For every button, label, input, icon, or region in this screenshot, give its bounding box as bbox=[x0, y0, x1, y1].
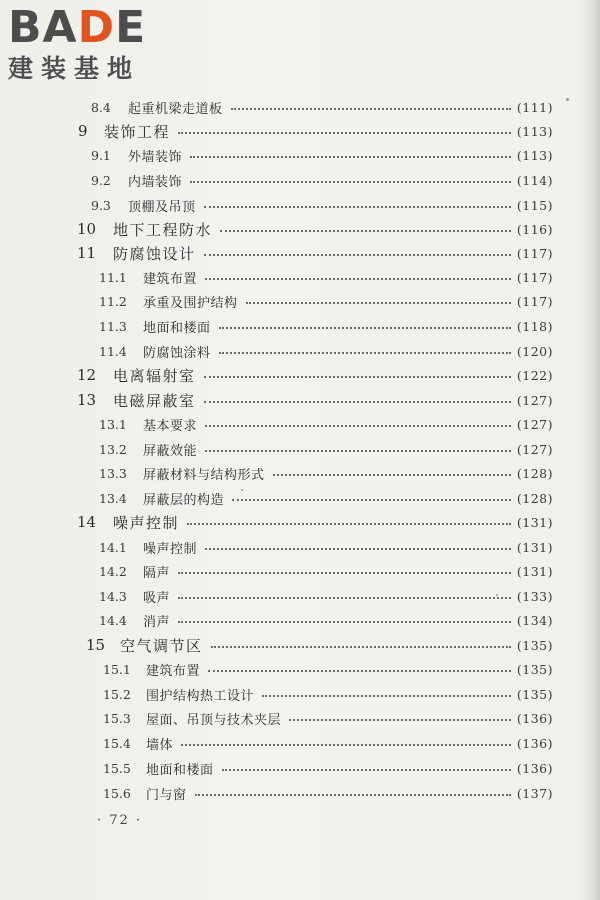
toc-page-number: (131) bbox=[516, 539, 553, 555]
toc-entry bbox=[103, 732, 553, 754]
toc-page-number: (136) bbox=[516, 735, 553, 751]
scan-speck bbox=[566, 98, 569, 101]
toc-title: 消声 bbox=[143, 614, 171, 630]
toc-number: 9.1 bbox=[91, 147, 111, 163]
leader-dots bbox=[204, 366, 511, 378]
toc-page-number: (117) bbox=[516, 269, 553, 285]
leader-dots bbox=[178, 562, 511, 574]
toc-title: 起重机梁走道板 bbox=[128, 101, 223, 117]
toc-entry bbox=[103, 782, 553, 804]
toc-entry bbox=[78, 120, 553, 142]
leader-dots bbox=[178, 611, 511, 623]
toc-number: 15.2 bbox=[103, 686, 131, 702]
toc-title: 防腐蚀设计 bbox=[113, 244, 196, 263]
leader-dots bbox=[205, 268, 511, 280]
toc-number: 12 bbox=[77, 366, 97, 384]
toc-title: 建筑布置 bbox=[146, 663, 201, 679]
toc-title: 吸声 bbox=[143, 590, 171, 606]
toc-entry bbox=[99, 609, 553, 631]
toc-page-number: (122) bbox=[516, 367, 553, 383]
toc-title: 围护结构热工设计 bbox=[146, 688, 255, 704]
toc-title: 地面和楼面 bbox=[146, 762, 214, 778]
toc-title: 电磁屏蔽室 bbox=[113, 391, 196, 410]
toc-title: 屏蔽效能 bbox=[143, 443, 198, 459]
toc-page-number: (118) bbox=[516, 318, 553, 334]
toc-entry bbox=[99, 413, 553, 435]
leader-dots bbox=[178, 122, 511, 134]
toc-page-number: (127) bbox=[516, 416, 553, 432]
leader-dots bbox=[262, 685, 511, 697]
leader-dots bbox=[187, 513, 511, 525]
toc-entry bbox=[99, 560, 553, 582]
toc-title: 噪声控制 bbox=[113, 513, 180, 532]
toc-page-number: (133) bbox=[516, 588, 553, 604]
toc-title: 屋面、吊顶与技术夹层 bbox=[146, 712, 282, 728]
toc-entry bbox=[77, 511, 553, 533]
toc-number: 11.3 bbox=[99, 318, 127, 334]
toc-page-number: (135) bbox=[516, 686, 553, 702]
leader-dots bbox=[232, 489, 511, 501]
scan-speck bbox=[496, 594, 498, 596]
logo-letters-ba: BA bbox=[8, 2, 78, 53]
toc-title: 门与窗 bbox=[146, 787, 187, 803]
toc-title: 噪声控制 bbox=[143, 541, 198, 557]
toc-page-number: (115) bbox=[516, 197, 553, 213]
toc-page-number: (127) bbox=[516, 392, 553, 408]
leader-dots bbox=[181, 734, 511, 746]
leader-dots bbox=[222, 759, 511, 771]
toc-entry bbox=[99, 487, 553, 509]
toc-number: 14.4 bbox=[99, 612, 127, 628]
toc-number: 15.5 bbox=[103, 760, 131, 776]
toc-entry bbox=[99, 462, 553, 484]
toc-title: 装饰工程 bbox=[104, 122, 171, 141]
toc-page-number: (117) bbox=[516, 293, 553, 309]
toc-title: 建筑布置 bbox=[143, 271, 198, 287]
leader-dots bbox=[204, 244, 511, 256]
logo-letter-d: D bbox=[77, 2, 116, 53]
toc-title: 墙体 bbox=[146, 737, 174, 753]
toc-number: 13.2 bbox=[99, 441, 127, 457]
leader-dots bbox=[231, 98, 511, 110]
toc-entry bbox=[91, 194, 553, 216]
page-number: · 72 · bbox=[97, 813, 143, 828]
toc-page-number: (136) bbox=[516, 710, 553, 726]
toc-title: 内墙装饰 bbox=[128, 174, 183, 190]
leader-dots bbox=[219, 317, 511, 329]
toc-page-number: (111) bbox=[516, 99, 553, 115]
toc-page-number: (114) bbox=[516, 172, 553, 188]
toc-page-number: (113) bbox=[516, 123, 553, 139]
leader-dots bbox=[190, 146, 511, 158]
toc-entry bbox=[99, 585, 553, 607]
toc-page-number: (127) bbox=[516, 441, 553, 457]
toc-number: 14.3 bbox=[99, 588, 127, 604]
toc-entry bbox=[77, 218, 553, 240]
toc-number: 14 bbox=[77, 513, 97, 531]
toc-page-number: (131) bbox=[516, 563, 553, 579]
toc-number: 14.1 bbox=[99, 539, 127, 555]
leader-dots bbox=[195, 784, 511, 796]
toc-page-number: (135) bbox=[516, 637, 553, 653]
leader-dots bbox=[190, 171, 511, 183]
toc-number: 13.4 bbox=[99, 490, 127, 506]
toc-page-number: (135) bbox=[516, 661, 553, 677]
leader-dots bbox=[204, 196, 511, 208]
toc-number: 8.4 bbox=[91, 99, 111, 115]
toc-entry bbox=[77, 242, 553, 264]
toc-page-number: (113) bbox=[516, 147, 553, 163]
toc-title: 防腐蚀涂料 bbox=[143, 345, 211, 361]
scan-speck bbox=[241, 489, 243, 491]
leader-dots bbox=[220, 220, 511, 232]
toc-number: 15.3 bbox=[103, 710, 131, 726]
toc-title: 地面和楼面 bbox=[143, 320, 211, 336]
toc-number: 13 bbox=[77, 391, 97, 409]
toc-entry bbox=[86, 634, 553, 656]
toc-title: 外墙装饰 bbox=[128, 149, 183, 165]
toc-page-number: (117) bbox=[516, 245, 553, 261]
toc-title: 承重及围护结构 bbox=[143, 295, 238, 311]
logo-chinese-text: 建装基地 bbox=[8, 54, 141, 83]
toc-number: 11.2 bbox=[99, 293, 127, 309]
toc-entry bbox=[99, 438, 553, 460]
leader-dots bbox=[208, 660, 511, 672]
toc-number: 14.2 bbox=[99, 563, 127, 579]
toc-entry bbox=[77, 364, 553, 386]
leader-dots bbox=[205, 538, 511, 550]
toc-entry bbox=[103, 658, 553, 680]
toc-number: 13.3 bbox=[99, 465, 127, 481]
toc-entry bbox=[103, 683, 553, 705]
toc-title: 地下工程防水 bbox=[113, 220, 213, 239]
leader-dots bbox=[273, 464, 511, 476]
toc-page-number: (131) bbox=[516, 514, 553, 530]
toc-number: 15.6 bbox=[103, 785, 131, 801]
toc-title: 基本要求 bbox=[143, 418, 198, 434]
leader-dots bbox=[246, 292, 511, 304]
toc-number: 9.2 bbox=[91, 172, 111, 188]
toc-entry bbox=[91, 96, 553, 118]
toc-number: 9.3 bbox=[91, 197, 111, 213]
toc-page-number: (128) bbox=[516, 465, 553, 481]
leader-dots bbox=[205, 415, 511, 427]
toc-number: 11 bbox=[77, 244, 97, 262]
leader-dots bbox=[219, 342, 511, 354]
toc-title: 电离辐射室 bbox=[113, 366, 196, 385]
toc-page-number: (136) bbox=[516, 760, 553, 776]
leader-dots bbox=[178, 587, 511, 599]
toc-number: 9 bbox=[78, 122, 88, 140]
toc-page-number: (116) bbox=[516, 221, 553, 237]
leader-dots bbox=[289, 709, 511, 721]
toc-number: 15.1 bbox=[103, 661, 131, 677]
toc-entry bbox=[103, 757, 553, 779]
toc-page-number: (134) bbox=[516, 612, 553, 628]
toc-page-number: (128) bbox=[516, 490, 553, 506]
toc-entry bbox=[77, 389, 553, 411]
toc-number: 11.1 bbox=[99, 269, 127, 285]
toc-number: 10 bbox=[77, 220, 97, 238]
toc-title: 空气调节区 bbox=[120, 636, 203, 655]
toc-entry bbox=[91, 169, 553, 191]
toc-entry bbox=[99, 315, 553, 337]
logo-letter-e: E bbox=[115, 2, 147, 53]
toc-number: 13.1 bbox=[99, 416, 127, 432]
leader-dots bbox=[205, 440, 511, 452]
toc-entry bbox=[99, 536, 553, 558]
toc-title: 屏蔽层的构造 bbox=[143, 492, 225, 508]
toc-entry bbox=[99, 290, 553, 312]
leader-dots bbox=[211, 636, 511, 648]
toc-page-number: (120) bbox=[516, 343, 553, 359]
toc-title: 隔声 bbox=[143, 565, 171, 581]
toc-entry bbox=[91, 144, 553, 166]
leader-dots bbox=[204, 391, 511, 403]
toc-entry bbox=[99, 266, 553, 288]
toc-number: 15.4 bbox=[103, 735, 131, 751]
toc-title: 屏蔽材料与结构形式 bbox=[143, 467, 265, 483]
toc-number: 11.4 bbox=[99, 343, 127, 359]
toc-title: 顶棚及吊顶 bbox=[128, 199, 196, 215]
toc-page-number: (137) bbox=[516, 785, 553, 801]
toc-entry bbox=[99, 340, 553, 362]
toc-number: 15 bbox=[86, 636, 106, 654]
toc-entry bbox=[103, 707, 553, 729]
